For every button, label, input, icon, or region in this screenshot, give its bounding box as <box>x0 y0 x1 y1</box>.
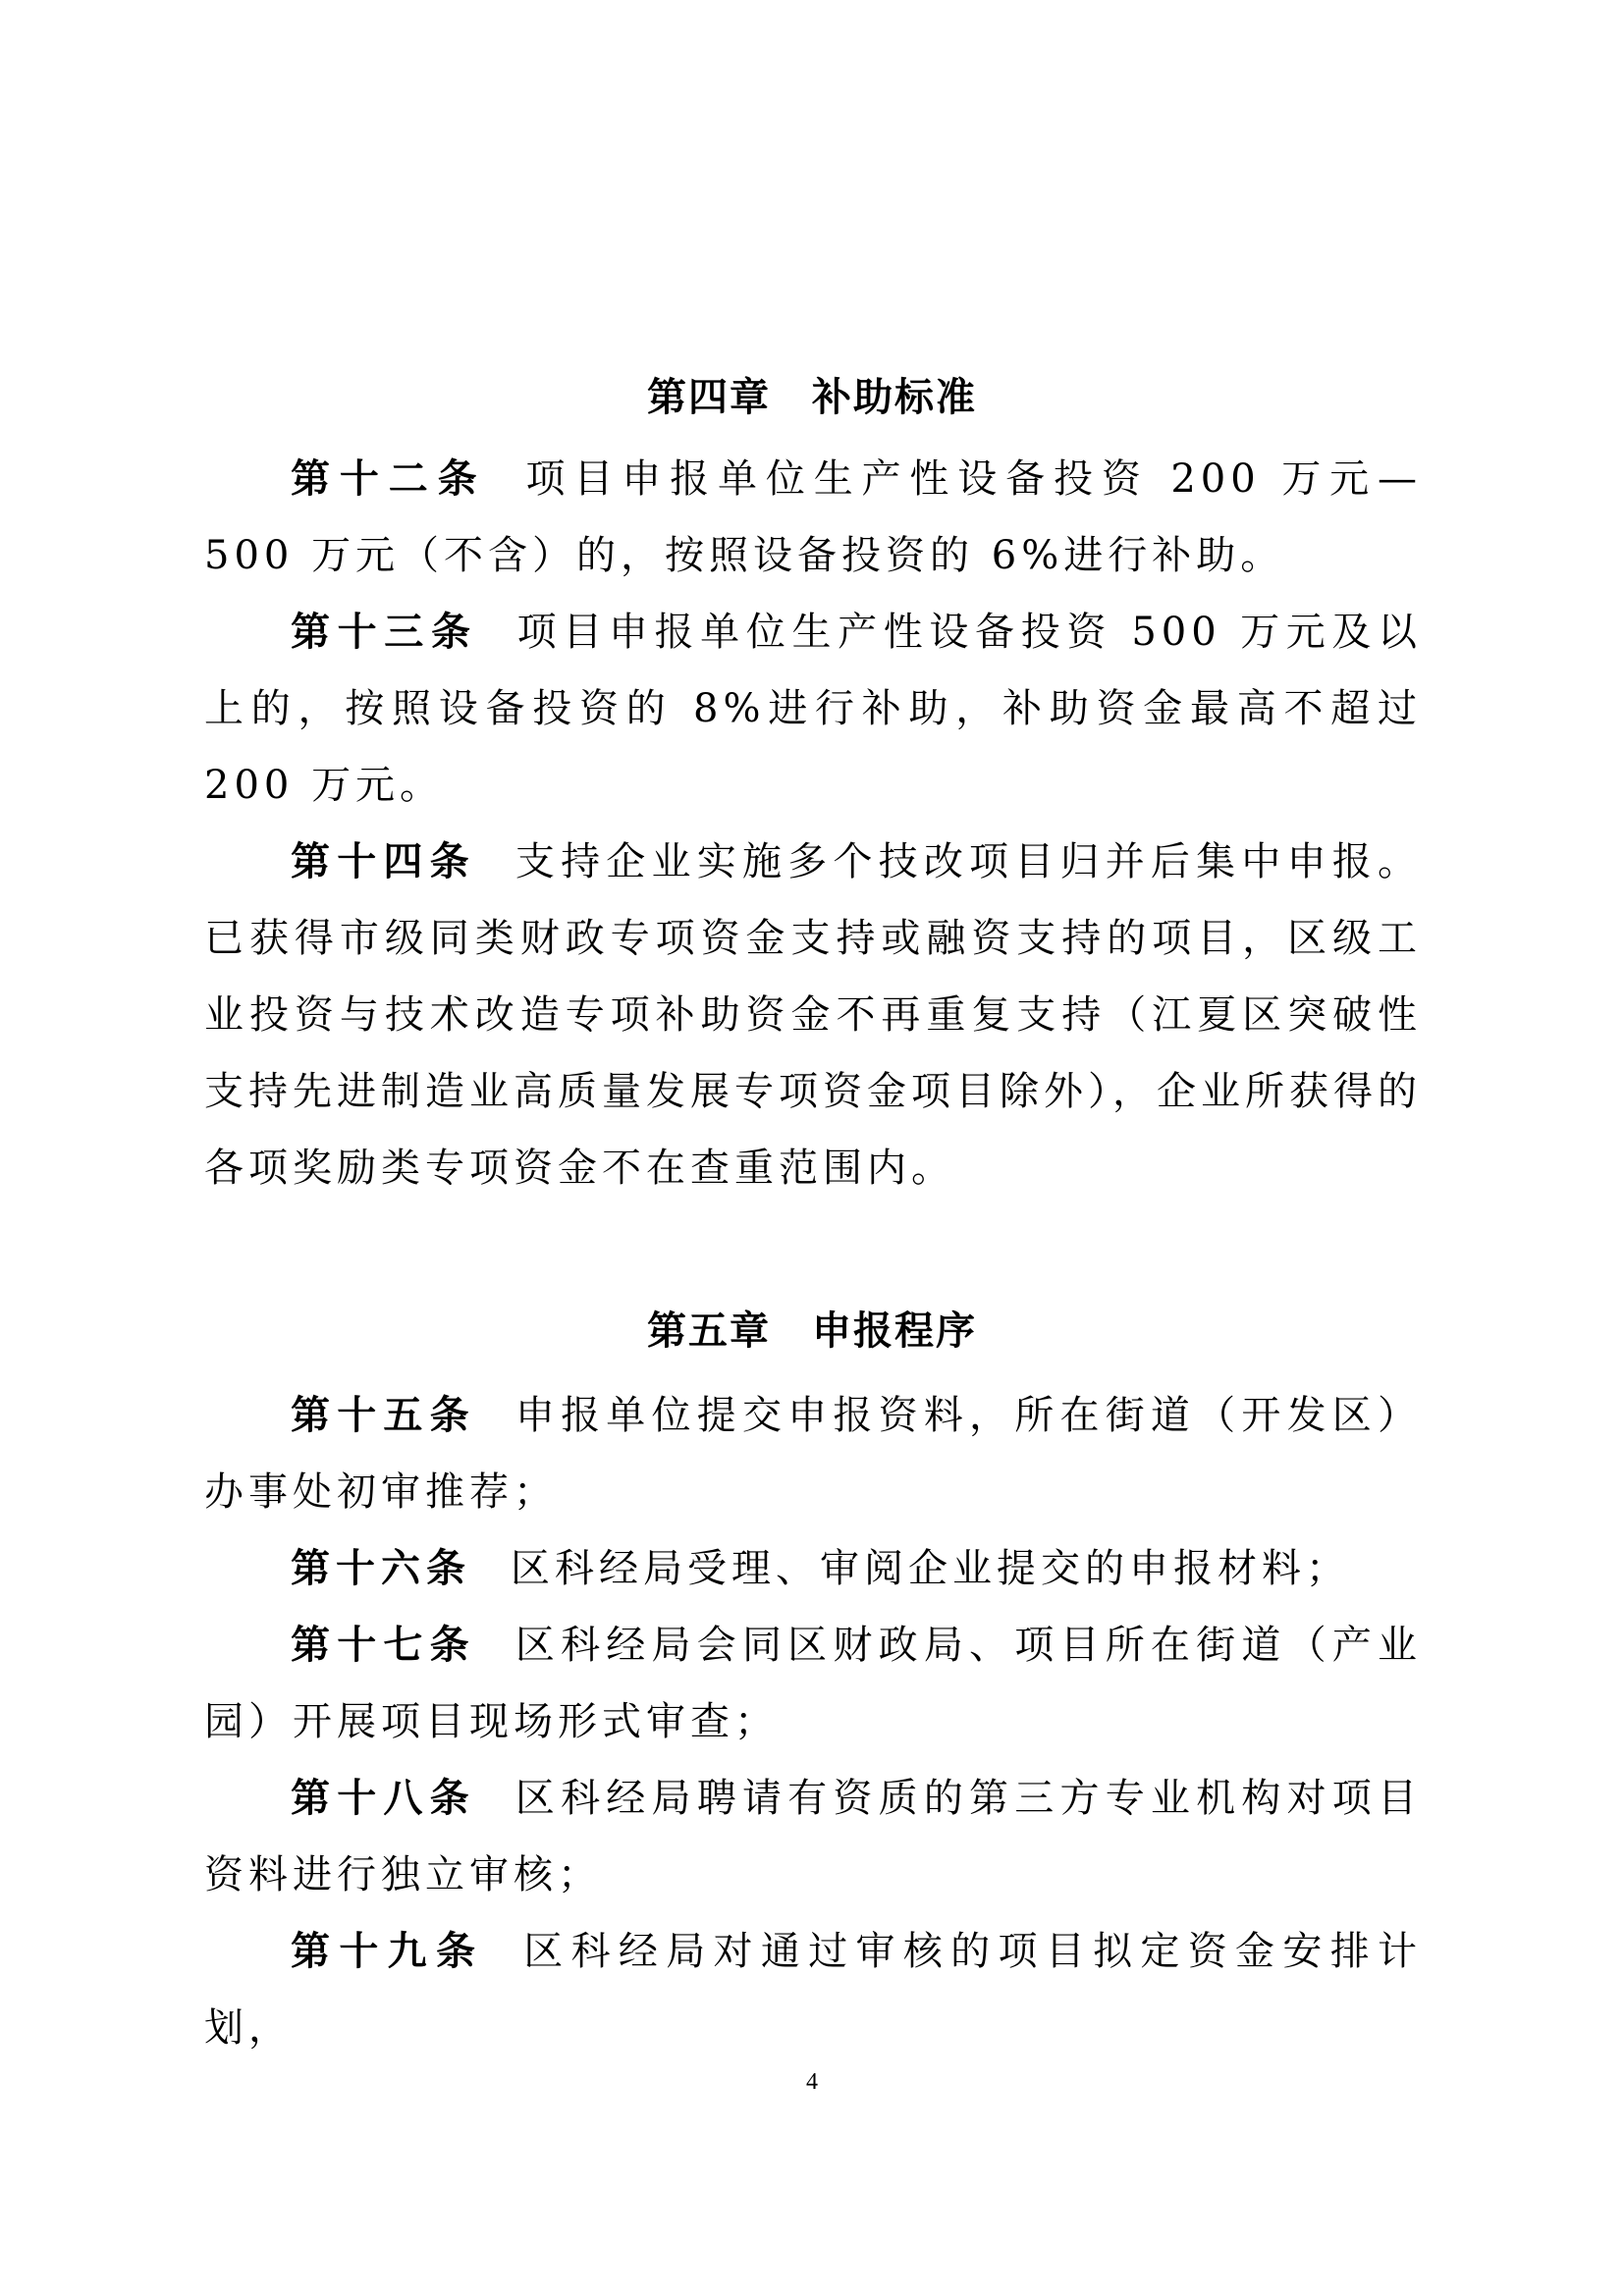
article-18 <box>204 1760 1422 1913</box>
article-19-label: 第十九条 <box>291 1929 485 1974</box>
article-16-text: 区科经局受理、审阅企业提交的申报材料； <box>511 1546 1350 1591</box>
article-14 <box>204 824 1422 1206</box>
chapter-5-title: 第五章 申报程序 <box>647 1308 977 1354</box>
article-18-text: 区科经局聘请有资质的第三方专业机构对项目资料进行独立审核； <box>204 1776 1423 1897</box>
article-15-text: 申报单位提交申报资料，所在街道（开发区）办事处初审推荐； <box>204 1393 1423 1515</box>
article-16-label: 第十六条 <box>291 1546 471 1591</box>
article-13-text: 项目申报单位生产性设备投资 500 万元及以上的，按照设备投资的 8%进行补助，补助资金最高不超过 200 万元。 <box>204 610 1423 808</box>
chapter-4-title: 第四章 补助标准 <box>647 375 977 420</box>
article-17-text: 区科经局会同区财政局、项目所在街道（产业园）开展项目现场形式审查； <box>204 1623 1423 1744</box>
article-17-label: 第十七条 <box>291 1623 476 1668</box>
article-12 <box>204 441 1422 594</box>
article-14-label: 第十四条 <box>291 839 476 884</box>
page-number: 4 <box>806 2069 818 2095</box>
article-13 <box>204 594 1422 824</box>
article-12-text: 项目申报单位生产性设备投资 200 万元—500 万元（不含）的，按照设备投资的 6%进行补助。 <box>204 456 1423 578</box>
article-12-label: 第十二条 <box>291 456 487 502</box>
article-15-label: 第十五条 <box>291 1393 476 1438</box>
article-15 <box>204 1377 1422 1530</box>
article-18-label: 第十八条 <box>291 1776 476 1821</box>
article-19 <box>204 1913 1422 2066</box>
article-17 <box>204 1607 1422 1760</box>
article-13-label: 第十三条 <box>291 610 478 655</box>
article-16 <box>204 1530 1422 1607</box>
article-19-text: 区科经局对通过审核的项目拟定资金安排计划， <box>204 1929 1423 2051</box>
article-14-text: 支持企业实施多个技改项目归并后集中申报。已获得市级同类财政专项资金支持或融资支持的项目，区级工业投资与技术改造专项补助资金不再重复支持（江夏区突破性支持先进制造业高质量发展专项资金项目除外），企业所获得的各项奖励类专项资金不在查重范围内。 <box>204 839 1423 1191</box>
